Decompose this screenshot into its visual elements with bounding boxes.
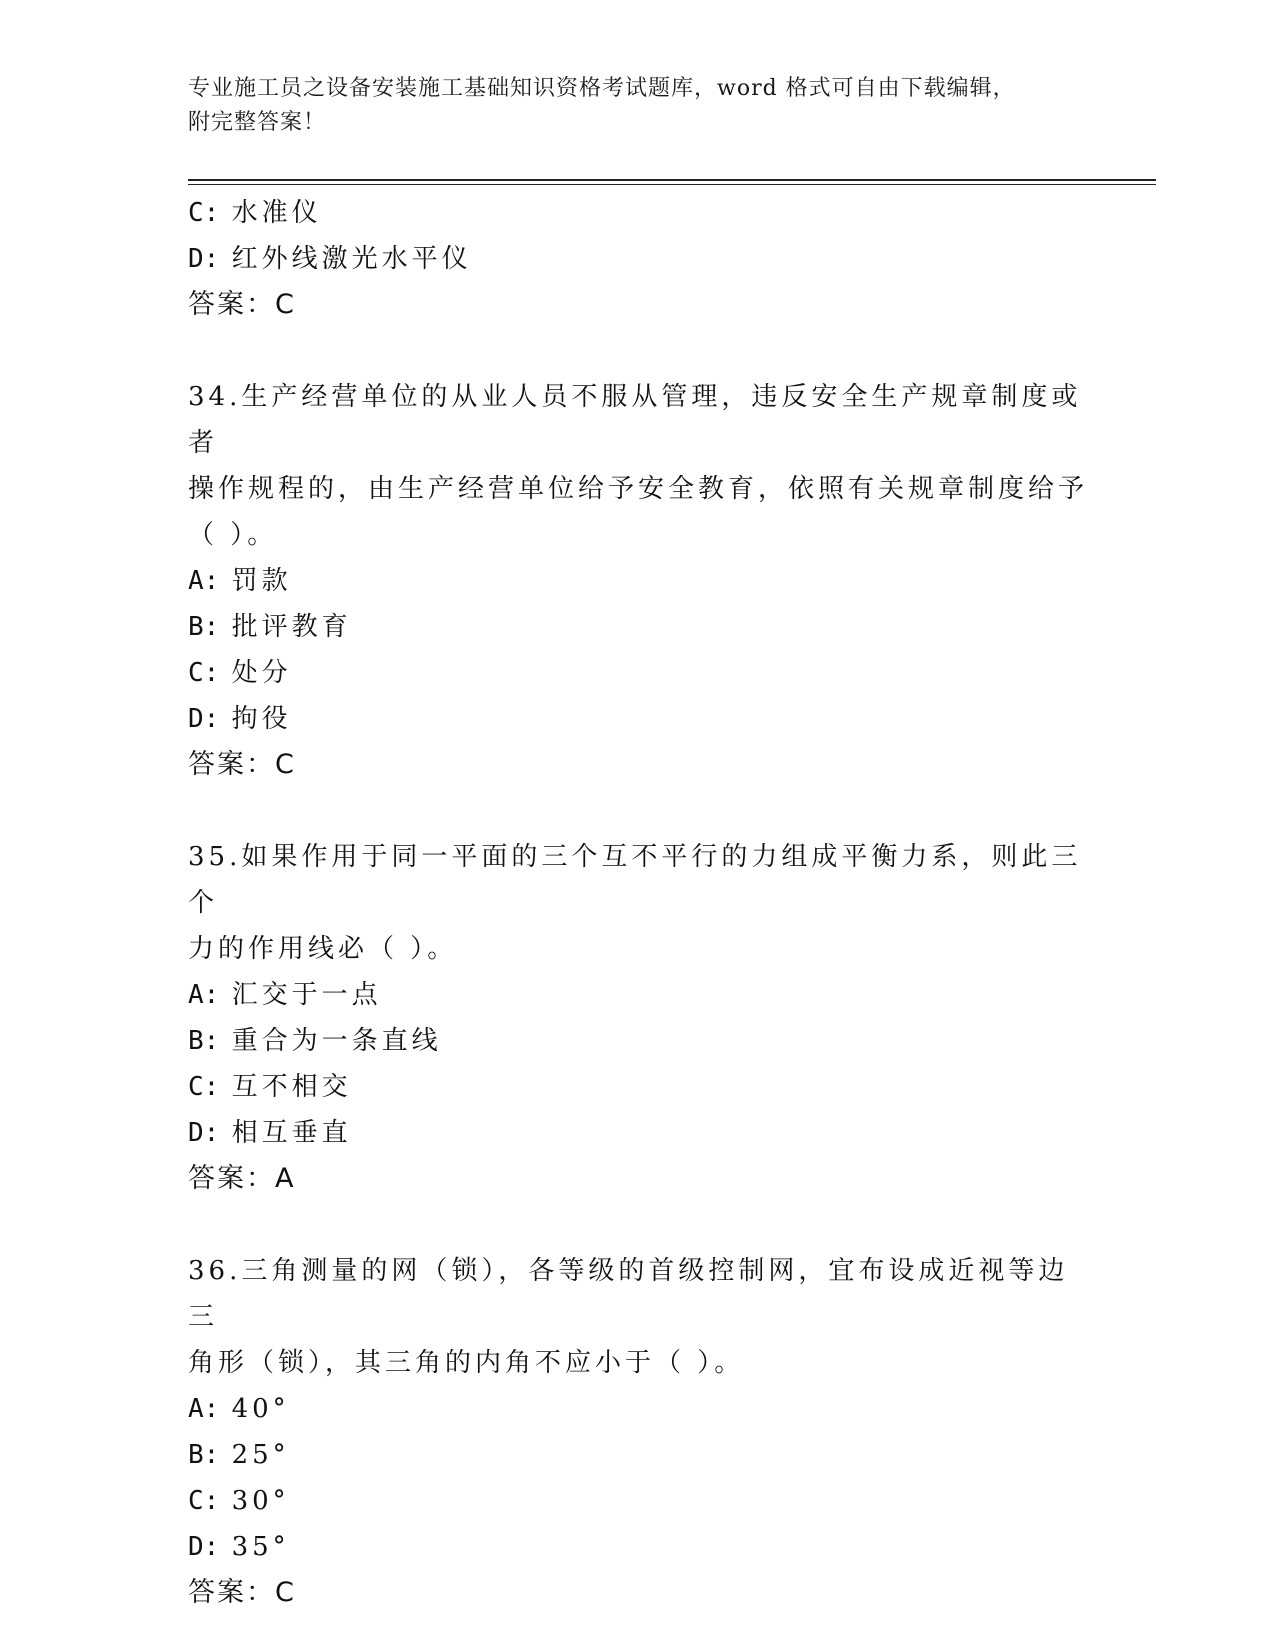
spacer (188, 1202, 1088, 1248)
option-d (188, 1524, 1088, 1570)
header-rule-thin (188, 184, 1156, 185)
option-text: 红外线激光水平仪 (231, 244, 472, 274)
option-d (188, 236, 1088, 282)
option-letter: B: (188, 1440, 220, 1470)
option-text: 水准仪 (231, 198, 322, 228)
option-letter: D: (188, 1532, 220, 1562)
option-d (188, 1110, 1088, 1156)
option-letter: A: (188, 1394, 220, 1424)
option-text: 35° (231, 1532, 290, 1562)
option-letter: C: (188, 1072, 220, 1102)
option-b (188, 1018, 1088, 1064)
option-text: 30° (231, 1486, 290, 1516)
option-a (188, 558, 1088, 604)
header-line-1: 专业施工员之设备安装施工基础知识资格考试题库，word 格式可自由下载编辑， (188, 76, 1016, 101)
option-text: 互不相交 (231, 1072, 352, 1102)
question-35 (188, 834, 1088, 1202)
option-letter: C: (188, 1486, 220, 1516)
option-c (188, 650, 1088, 696)
option-text: 拘役 (231, 704, 292, 734)
answer-line: 答案：C (188, 1577, 296, 1608)
option-b (188, 1432, 1088, 1478)
question-34 (188, 374, 1088, 788)
option-a (188, 972, 1088, 1018)
option-a (188, 1386, 1088, 1432)
option-letter: B: (188, 1026, 220, 1056)
spacer (188, 328, 1088, 374)
option-d (188, 696, 1088, 742)
answer-line: 答案：C (188, 289, 296, 320)
question-stem-line: （ ）。 (188, 520, 278, 550)
option-text: 罚款 (231, 566, 292, 596)
question-content (188, 190, 1088, 1616)
option-letter: C: (188, 198, 220, 228)
option-letter: D: (188, 244, 220, 274)
question-36 (188, 1248, 1088, 1616)
option-letter: B: (188, 612, 220, 642)
answer-line: 答案：C (188, 749, 296, 780)
question-stem-line: 36.三角测量的网（锁），各等级的首级控制网，宜布设成近视等边三 (188, 1256, 1069, 1332)
option-text: 相互垂直 (231, 1118, 352, 1148)
option-letter: D: (188, 704, 220, 734)
question-stem-line: 34.生产经营单位的从业人员不服从管理，违反安全生产规章制度或者 (188, 382, 1082, 458)
option-text: 批评教育 (231, 612, 352, 642)
question-stem-line: 角形（锁），其三角的内角不应小于（ ）。 (188, 1348, 745, 1378)
document-header (188, 72, 1088, 140)
header-line-2: 附完整答案！ (188, 110, 327, 135)
option-text: 重合为一条直线 (231, 1026, 442, 1056)
option-text: 25° (231, 1440, 290, 1470)
spacer (188, 788, 1088, 834)
option-text: 汇交于一点 (231, 980, 382, 1010)
option-c (188, 1478, 1088, 1524)
answer-line: 答案：A (188, 1163, 296, 1194)
option-b (188, 604, 1088, 650)
question-stem-line: 力的作用线必（ ）。 (188, 934, 458, 964)
option-text: 40° (231, 1394, 290, 1424)
option-letter: A: (188, 980, 220, 1010)
header-rule-thick (188, 179, 1156, 181)
question-33-tail (188, 190, 1088, 328)
option-c (188, 190, 1088, 236)
option-text: 处分 (231, 658, 292, 688)
question-stem-line: 35.如果作用于同一平面的三个互不平行的力组成平衡力系，则此三个 (188, 842, 1082, 918)
option-letter: A: (188, 566, 220, 596)
option-letter: D: (188, 1118, 220, 1148)
question-stem-line: 操作规程的，由生产经营单位给予安全教育，依照有关规章制度给予 (188, 474, 1089, 504)
option-c (188, 1064, 1088, 1110)
option-letter: C: (188, 658, 220, 688)
